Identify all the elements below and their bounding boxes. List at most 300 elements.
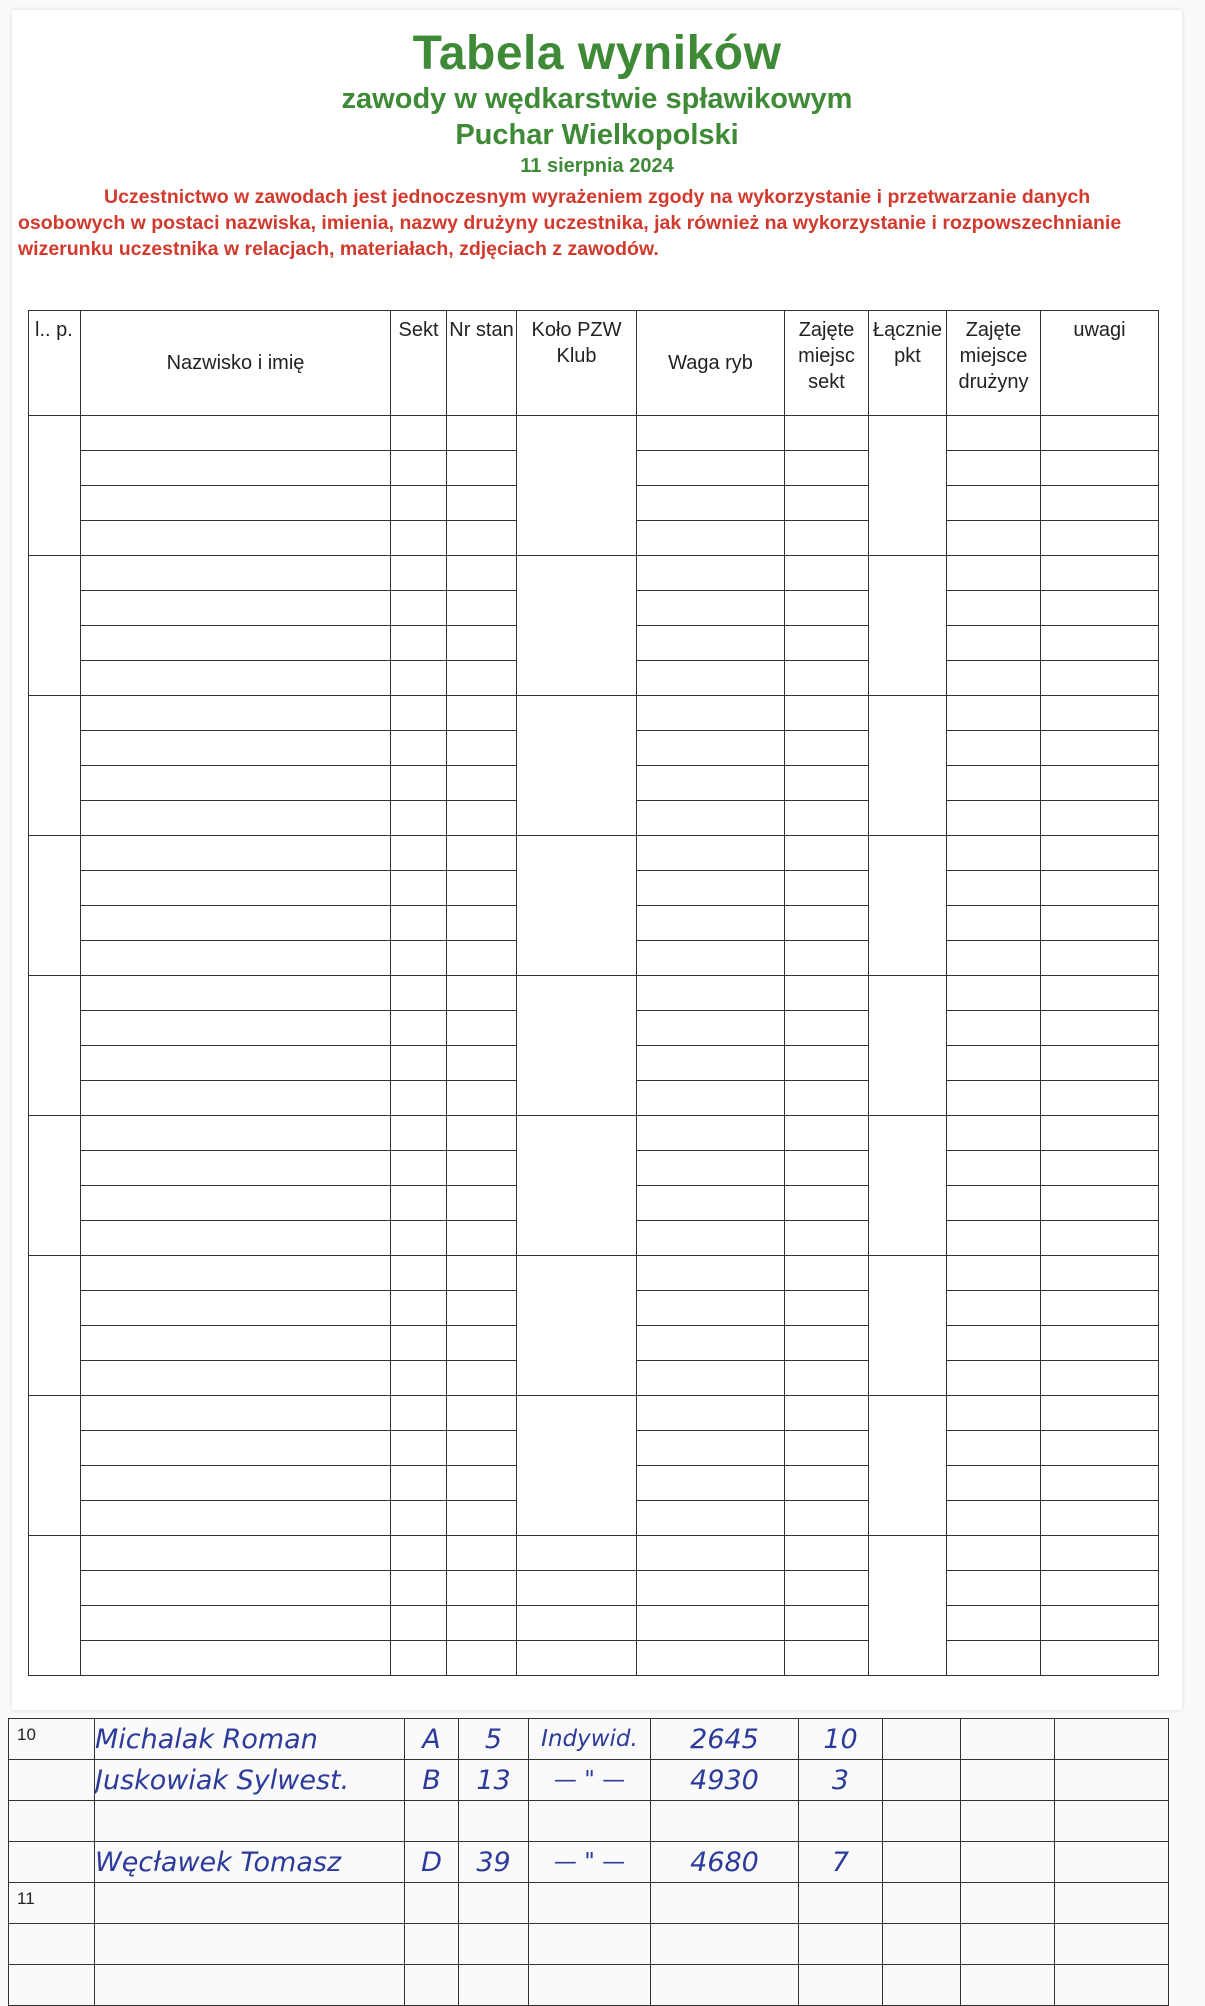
participant-name — [81, 1571, 391, 1606]
table-row — [9, 1883, 1169, 1924]
club-cell — [529, 1924, 651, 1965]
weight-cell — [637, 1256, 785, 1291]
col-sector: Sekt — [391, 311, 447, 416]
empty-cell — [883, 1719, 961, 1760]
results-table — [28, 310, 1159, 1676]
participant-name — [95, 1883, 405, 1924]
table-row — [29, 1536, 1159, 1571]
empty-cell — [1055, 1924, 1169, 1965]
stand-cell — [447, 1011, 517, 1046]
team-place-cell — [947, 976, 1041, 1011]
empty-cell — [1041, 661, 1159, 696]
sector-cell — [391, 941, 447, 976]
stand-cell — [447, 1256, 517, 1291]
weight-cell — [637, 1536, 785, 1571]
col-place-sector: Zajęte miejsc sekt — [785, 311, 869, 416]
stand-cell — [447, 801, 517, 836]
notes-cell — [1041, 1116, 1159, 1151]
sector-cell — [391, 416, 447, 451]
club-cell — [529, 1801, 651, 1842]
team-place-cell — [947, 696, 1041, 731]
table-row — [29, 1256, 1159, 1291]
stand-cell — [447, 1361, 517, 1396]
club-cell — [517, 1396, 637, 1536]
weight-cell — [637, 591, 785, 626]
empty-cell — [947, 941, 1041, 976]
table-row — [29, 976, 1159, 1011]
team-place-cell — [947, 836, 1041, 871]
stand-cell — [447, 1291, 517, 1326]
stand-cell: 13 — [459, 1760, 529, 1801]
weight-cell — [637, 801, 785, 836]
weight-cell — [637, 1361, 785, 1396]
cup-name: Puchar Wielkopolski — [455, 119, 739, 151]
participant-name — [81, 906, 391, 941]
stand-cell: 39 — [459, 1842, 529, 1883]
participant-name — [81, 1396, 391, 1431]
club-cell — [517, 556, 637, 696]
sector-place-cell — [785, 941, 869, 976]
stand-cell — [447, 1606, 517, 1641]
participant-name — [81, 1116, 391, 1151]
table-row — [29, 416, 1159, 451]
club-cell: — " — — [529, 1842, 651, 1883]
notes-cell — [1041, 1536, 1159, 1571]
weight-cell — [637, 451, 785, 486]
empty-cell — [1041, 591, 1159, 626]
sector-cell — [405, 1965, 459, 2006]
sector-place-cell — [785, 1466, 869, 1501]
sector-cell — [391, 1221, 447, 1256]
table-row — [9, 1801, 1169, 1842]
stand-cell — [447, 1396, 517, 1431]
stand-cell — [447, 1221, 517, 1256]
team-number — [29, 836, 81, 976]
weight-cell — [637, 1151, 785, 1186]
empty-cell — [947, 1151, 1041, 1186]
stand-cell — [459, 1883, 529, 1924]
points-cell — [869, 696, 947, 836]
stand-cell — [447, 1046, 517, 1081]
team-place-cell — [947, 1116, 1041, 1151]
sector-cell — [391, 1151, 447, 1186]
notes-cell — [1041, 1396, 1159, 1431]
sector-cell — [391, 1641, 447, 1676]
sector-place-cell — [785, 766, 869, 801]
sector-cell — [391, 976, 447, 1011]
weight-cell — [651, 1801, 799, 1842]
participant-name — [81, 556, 391, 591]
weight-cell — [651, 1965, 799, 2006]
sector-cell — [391, 1466, 447, 1501]
empty-cell — [947, 1291, 1041, 1326]
sector-place-cell — [785, 451, 869, 486]
col-notes: uwagi — [1041, 311, 1159, 416]
sector-place-cell — [785, 696, 869, 731]
weight-cell — [637, 941, 785, 976]
empty-cell — [947, 591, 1041, 626]
row-number: 10 — [9, 1719, 95, 1760]
stand-cell — [447, 871, 517, 906]
row-number — [9, 1924, 95, 1965]
stand-cell — [459, 1801, 529, 1842]
sheet-header — [12, 26, 1182, 178]
club-cell — [529, 1883, 651, 1924]
stand-cell — [447, 1571, 517, 1606]
empty-cell — [1041, 521, 1159, 556]
sector-place-cell — [785, 486, 869, 521]
sector-cell — [391, 451, 447, 486]
notes-cell — [1041, 556, 1159, 591]
club-cell — [517, 696, 637, 836]
stand-cell — [447, 416, 517, 451]
notes-cell — [1041, 1256, 1159, 1291]
participant-name — [81, 1431, 391, 1466]
table-row — [29, 1396, 1159, 1431]
weight-cell — [637, 521, 785, 556]
stand-cell — [459, 1965, 529, 2006]
sector-place-cell — [785, 1186, 869, 1221]
empty-cell — [947, 521, 1041, 556]
empty-cell — [961, 1965, 1055, 2006]
stand-cell — [447, 1501, 517, 1536]
sector-place-cell — [799, 1965, 883, 2006]
empty-cell — [883, 1883, 961, 1924]
sector-place-cell — [785, 731, 869, 766]
sector-place-cell: 10 — [799, 1719, 883, 1760]
sector-place-cell — [799, 1924, 883, 1965]
stand-cell — [447, 1186, 517, 1221]
sector-place-cell — [785, 1361, 869, 1396]
table-row — [9, 1842, 1169, 1883]
sector-place-cell — [785, 1326, 869, 1361]
stand-cell — [447, 1431, 517, 1466]
stand-cell — [447, 836, 517, 871]
sector-cell — [391, 1116, 447, 1151]
col-stand: Nr stan — [447, 311, 517, 416]
empty-cell — [947, 1221, 1041, 1256]
participant-name — [81, 1081, 391, 1116]
table-row — [29, 1606, 1159, 1641]
empty-cell — [1041, 1641, 1159, 1676]
points-cell — [869, 976, 947, 1116]
club-cell — [517, 1641, 637, 1676]
sector-place-cell — [785, 871, 869, 906]
team-number — [29, 696, 81, 836]
team-number — [29, 556, 81, 696]
consent-notice: Uczestnictwo w zawodach jest jednoczesnym wyrażeniem zgody na wykorzystanie i przetwarzanie danych osobowych w postaci nazwiska, imienia, nazwy drużyny uczestnika, jak również na wykorzystanie i rozpowszechnianie wizerunku uczestnika w relacjach, materiałach, zdjęciach z zawodów. — [18, 186, 1122, 260]
weight-cell — [637, 731, 785, 766]
sector-cell — [391, 521, 447, 556]
participant-name — [81, 1361, 391, 1396]
team-number — [29, 1536, 81, 1676]
sector-cell — [391, 556, 447, 591]
stand-cell — [447, 1151, 517, 1186]
empty-cell — [947, 1326, 1041, 1361]
sector-cell — [405, 1883, 459, 1924]
participant-name — [81, 626, 391, 661]
empty-cell — [1041, 626, 1159, 661]
weight-cell — [637, 1186, 785, 1221]
stand-cell — [447, 1326, 517, 1361]
sector-cell — [391, 1396, 447, 1431]
points-cell — [869, 416, 947, 556]
sector-cell — [391, 626, 447, 661]
stand-cell — [447, 696, 517, 731]
sector-place-cell — [785, 801, 869, 836]
points-cell — [869, 1536, 947, 1676]
empty-cell — [1041, 451, 1159, 486]
empty-cell — [947, 801, 1041, 836]
stand-cell — [459, 1924, 529, 1965]
extra-body — [9, 1719, 1169, 2006]
team-place-cell — [947, 1396, 1041, 1431]
weight-cell — [637, 1606, 785, 1641]
empty-cell — [1055, 1842, 1169, 1883]
sector-cell — [391, 1291, 447, 1326]
empty-cell — [947, 906, 1041, 941]
empty-cell — [1041, 1221, 1159, 1256]
stand-cell — [447, 731, 517, 766]
empty-cell — [947, 1186, 1041, 1221]
club-cell — [517, 1571, 637, 1606]
participant-name — [81, 1186, 391, 1221]
sector-place-cell: 3 — [799, 1760, 883, 1801]
club-cell: Indywid. — [529, 1719, 651, 1760]
team-place-cell — [947, 416, 1041, 451]
sector-cell — [405, 1924, 459, 1965]
participant-name — [81, 801, 391, 836]
empty-cell — [947, 1501, 1041, 1536]
participant-name — [95, 1801, 405, 1842]
table-row — [29, 696, 1159, 731]
empty-cell — [1041, 1466, 1159, 1501]
weight-cell — [637, 486, 785, 521]
sector-place-cell — [785, 591, 869, 626]
weight-cell — [637, 1046, 785, 1081]
empty-cell — [947, 661, 1041, 696]
points-cell — [869, 1396, 947, 1536]
empty-cell — [1041, 731, 1159, 766]
club-cell — [517, 1116, 637, 1256]
sector-place-cell — [785, 1431, 869, 1466]
sector-cell — [391, 661, 447, 696]
empty-cell — [1055, 1801, 1169, 1842]
empty-cell — [947, 1081, 1041, 1116]
team-number — [29, 976, 81, 1116]
stand-cell — [447, 941, 517, 976]
weight-cell — [637, 871, 785, 906]
sector-place-cell — [785, 556, 869, 591]
sector-cell — [391, 1571, 447, 1606]
weight-cell — [637, 1326, 785, 1361]
empty-cell — [947, 731, 1041, 766]
col-weight: Waga ryb — [637, 311, 785, 416]
empty-cell — [947, 1466, 1041, 1501]
sector-place-cell — [785, 1291, 869, 1326]
table-row — [9, 1924, 1169, 1965]
sector-cell — [391, 801, 447, 836]
sector-cell — [391, 591, 447, 626]
stand-cell — [447, 1116, 517, 1151]
sector-place-cell — [785, 1081, 869, 1116]
team-place-cell — [947, 1256, 1041, 1291]
col-club: Koło PZW Klub — [517, 311, 637, 416]
empty-cell — [947, 1431, 1041, 1466]
sector-cell: B — [405, 1760, 459, 1801]
participant-name: Michalak Roman — [95, 1719, 405, 1760]
page-title: Tabela wyników — [412, 27, 782, 80]
sector-cell — [391, 1081, 447, 1116]
stand-cell — [447, 1466, 517, 1501]
participant-name — [81, 696, 391, 731]
stand-cell — [447, 486, 517, 521]
participant-name — [81, 1151, 391, 1186]
stand-cell — [447, 766, 517, 801]
participant-name — [81, 941, 391, 976]
participant-name — [81, 591, 391, 626]
sector-place-cell — [785, 416, 869, 451]
weight-cell — [637, 626, 785, 661]
participant-name — [81, 1641, 391, 1676]
empty-cell — [1041, 1046, 1159, 1081]
empty-cell — [947, 1011, 1041, 1046]
points-cell — [869, 1256, 947, 1396]
club-cell — [517, 1536, 637, 1571]
stand-cell — [447, 626, 517, 661]
row-number — [9, 1965, 95, 2006]
stand-cell — [447, 906, 517, 941]
participant-name — [81, 1256, 391, 1291]
participant-name — [81, 871, 391, 906]
results-sheet — [12, 10, 1182, 1710]
sector-place-cell — [799, 1801, 883, 1842]
sector-place-cell — [785, 1011, 869, 1046]
sector-cell — [391, 1011, 447, 1046]
points-cell — [869, 836, 947, 976]
row-number — [9, 1842, 95, 1883]
club-cell — [517, 976, 637, 1116]
participant-name — [81, 1466, 391, 1501]
weight-cell: 2645 — [651, 1719, 799, 1760]
weight-cell — [637, 976, 785, 1011]
table-row — [29, 1571, 1159, 1606]
empty-cell — [961, 1760, 1055, 1801]
weight-cell — [637, 1291, 785, 1326]
empty-cell — [1041, 1151, 1159, 1186]
team-number — [29, 1396, 81, 1536]
sector-cell — [391, 1536, 447, 1571]
club-cell — [517, 1256, 637, 1396]
weight-cell — [637, 836, 785, 871]
notes-cell — [1041, 696, 1159, 731]
sector-place-cell — [785, 1046, 869, 1081]
sector-cell — [391, 486, 447, 521]
stand-cell — [447, 1081, 517, 1116]
row-number — [9, 1760, 95, 1801]
table-row — [9, 1965, 1169, 2006]
weight-cell: 4930 — [651, 1760, 799, 1801]
stand-cell — [447, 451, 517, 486]
sector-cell — [405, 1801, 459, 1842]
participant-name — [81, 1326, 391, 1361]
club-cell: — " — — [529, 1760, 651, 1801]
event-subtitle: zawody w wędkarstwie spławikowym — [341, 83, 853, 115]
participant-name — [95, 1924, 405, 1965]
sector-cell: D — [405, 1842, 459, 1883]
stand-cell — [447, 976, 517, 1011]
participant-name — [81, 451, 391, 486]
sector-place-cell — [785, 976, 869, 1011]
team-place-cell — [947, 1536, 1041, 1571]
team-place-cell — [947, 556, 1041, 591]
empty-cell — [1055, 1965, 1169, 2006]
empty-cell — [883, 1760, 961, 1801]
participant-name — [81, 1536, 391, 1571]
participant-name — [81, 1221, 391, 1256]
stand-cell: 5 — [459, 1719, 529, 1760]
empty-cell — [947, 766, 1041, 801]
results-body — [29, 416, 1159, 1676]
sector-cell — [391, 1186, 447, 1221]
sector-cell — [391, 1361, 447, 1396]
sector-place-cell — [785, 1151, 869, 1186]
sector-place-cell — [785, 661, 869, 696]
sector-place-cell — [785, 626, 869, 661]
weight-cell: 4680 — [651, 1842, 799, 1883]
participant-name — [81, 521, 391, 556]
empty-cell — [961, 1842, 1055, 1883]
sector-cell — [391, 836, 447, 871]
empty-cell — [961, 1801, 1055, 1842]
weight-cell — [637, 1396, 785, 1431]
sector-place-cell — [785, 1116, 869, 1151]
participant-name — [95, 1965, 405, 2006]
empty-cell — [883, 1924, 961, 1965]
empty-cell — [1041, 871, 1159, 906]
weight-cell — [637, 766, 785, 801]
table-row — [9, 1719, 1169, 1760]
empty-cell — [1055, 1719, 1169, 1760]
stand-cell — [447, 591, 517, 626]
sector-cell — [391, 906, 447, 941]
sector-place-cell — [785, 1536, 869, 1571]
notes-cell — [1041, 976, 1159, 1011]
participant-name — [81, 661, 391, 696]
empty-cell — [1041, 1011, 1159, 1046]
sector-place-cell — [799, 1883, 883, 1924]
points-cell — [869, 1116, 947, 1256]
table-row — [29, 556, 1159, 591]
extra-table — [8, 1718, 1169, 2006]
participant-name — [81, 836, 391, 871]
participant-name: Juskowiak Sylwest. — [95, 1760, 405, 1801]
row-number — [9, 1801, 95, 1842]
empty-cell — [947, 871, 1041, 906]
empty-cell — [1041, 1606, 1159, 1641]
weight-cell — [651, 1883, 799, 1924]
empty-cell — [1041, 1326, 1159, 1361]
weight-cell — [637, 1641, 785, 1676]
sector-place-cell — [785, 1221, 869, 1256]
participant-name — [81, 1011, 391, 1046]
weight-cell — [637, 1221, 785, 1256]
sector-cell: A — [405, 1719, 459, 1760]
sector-cell — [391, 696, 447, 731]
empty-cell — [947, 486, 1041, 521]
participant-name — [81, 1501, 391, 1536]
participant-name — [81, 1046, 391, 1081]
